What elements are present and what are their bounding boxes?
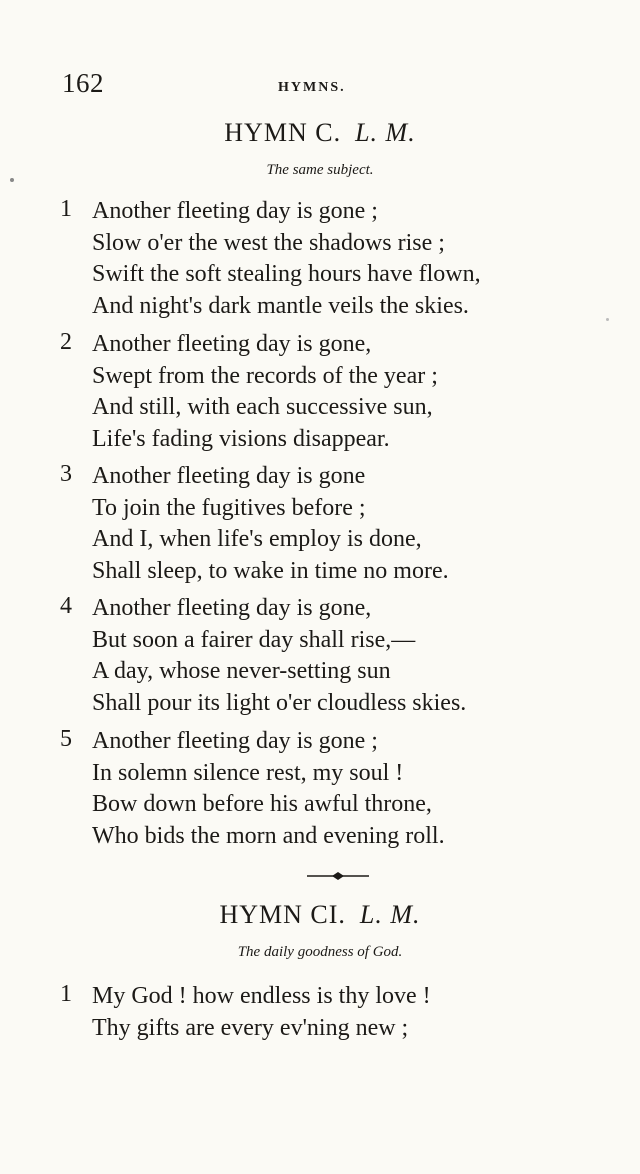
- verse-line: Swift the soft stealing hours have flown,: [92, 261, 481, 287]
- verse-line: Another fleeting day is gone ;: [92, 728, 378, 754]
- hymn-number: HYMN CI.: [219, 900, 346, 929]
- running-head: HYMNS.: [278, 80, 346, 95]
- hymn-number: HYMN C.: [224, 118, 342, 147]
- verse-line: Swept from the records of the year ;: [92, 362, 438, 389]
- verse-line: Who bids the morn and evening roll.: [92, 822, 445, 849]
- verse-line: Life's fading visions disappear.: [92, 425, 390, 452]
- stanza-number: 3: [60, 461, 72, 487]
- verse-line: Another fleeting day is gone,: [92, 595, 372, 621]
- page-speck: [606, 318, 609, 321]
- verse-line: Bow down before his awful throne,: [92, 791, 432, 817]
- page-header: [0, 68, 640, 108]
- verse-line: Another fleeting day is gone: [92, 463, 366, 489]
- verse-line: Another fleeting day is gone,: [92, 331, 372, 357]
- hymn-meter: L. M.: [359, 900, 421, 929]
- hymn-meter: L. M.: [355, 118, 416, 147]
- verse-line: A day, whose never-setting sun: [92, 658, 391, 684]
- verse-line: Slow o'er the west the shadows rise ;: [92, 229, 445, 256]
- stanza-number: 1: [60, 196, 72, 222]
- verse-line: My God ! how endless is thy love !: [92, 983, 431, 1009]
- verse-line: Thy gifts are every ev'ning new ;: [92, 1014, 409, 1041]
- verse-line: In solemn silence rest, my soul !: [92, 759, 404, 786]
- verse-line: Shall sleep, to wake in time no more.: [92, 557, 449, 584]
- stanza-number: 5: [60, 726, 72, 752]
- page-speck: [10, 178, 14, 182]
- stanza-number: 2: [60, 329, 72, 355]
- stanza-number: 1: [60, 981, 72, 1007]
- ornament-divider: [305, 869, 371, 883]
- hymn-subtitle: The same subject.: [266, 162, 374, 178]
- page-number: 162: [62, 68, 104, 98]
- verse-line: Another fleeting day is gone ;: [92, 198, 378, 224]
- verse-line: Shall pour its light o'er cloudless skies.: [92, 689, 467, 716]
- verse-line: And still, with each successive sun,: [92, 394, 433, 420]
- verse-line: And night's dark mantle veils the skies.: [92, 292, 469, 319]
- verse-line: To join the fugitives before ;: [92, 494, 366, 521]
- verse-line: But soon a fairer day shall rise,—: [92, 626, 416, 653]
- hymn-title: [0, 900, 640, 930]
- hymn-title: [0, 118, 640, 148]
- stanza-number: 4: [60, 593, 72, 619]
- verse-line: And I, when life's employ is done,: [92, 526, 422, 552]
- hymn-subtitle: The daily goodness of God.: [237, 944, 403, 960]
